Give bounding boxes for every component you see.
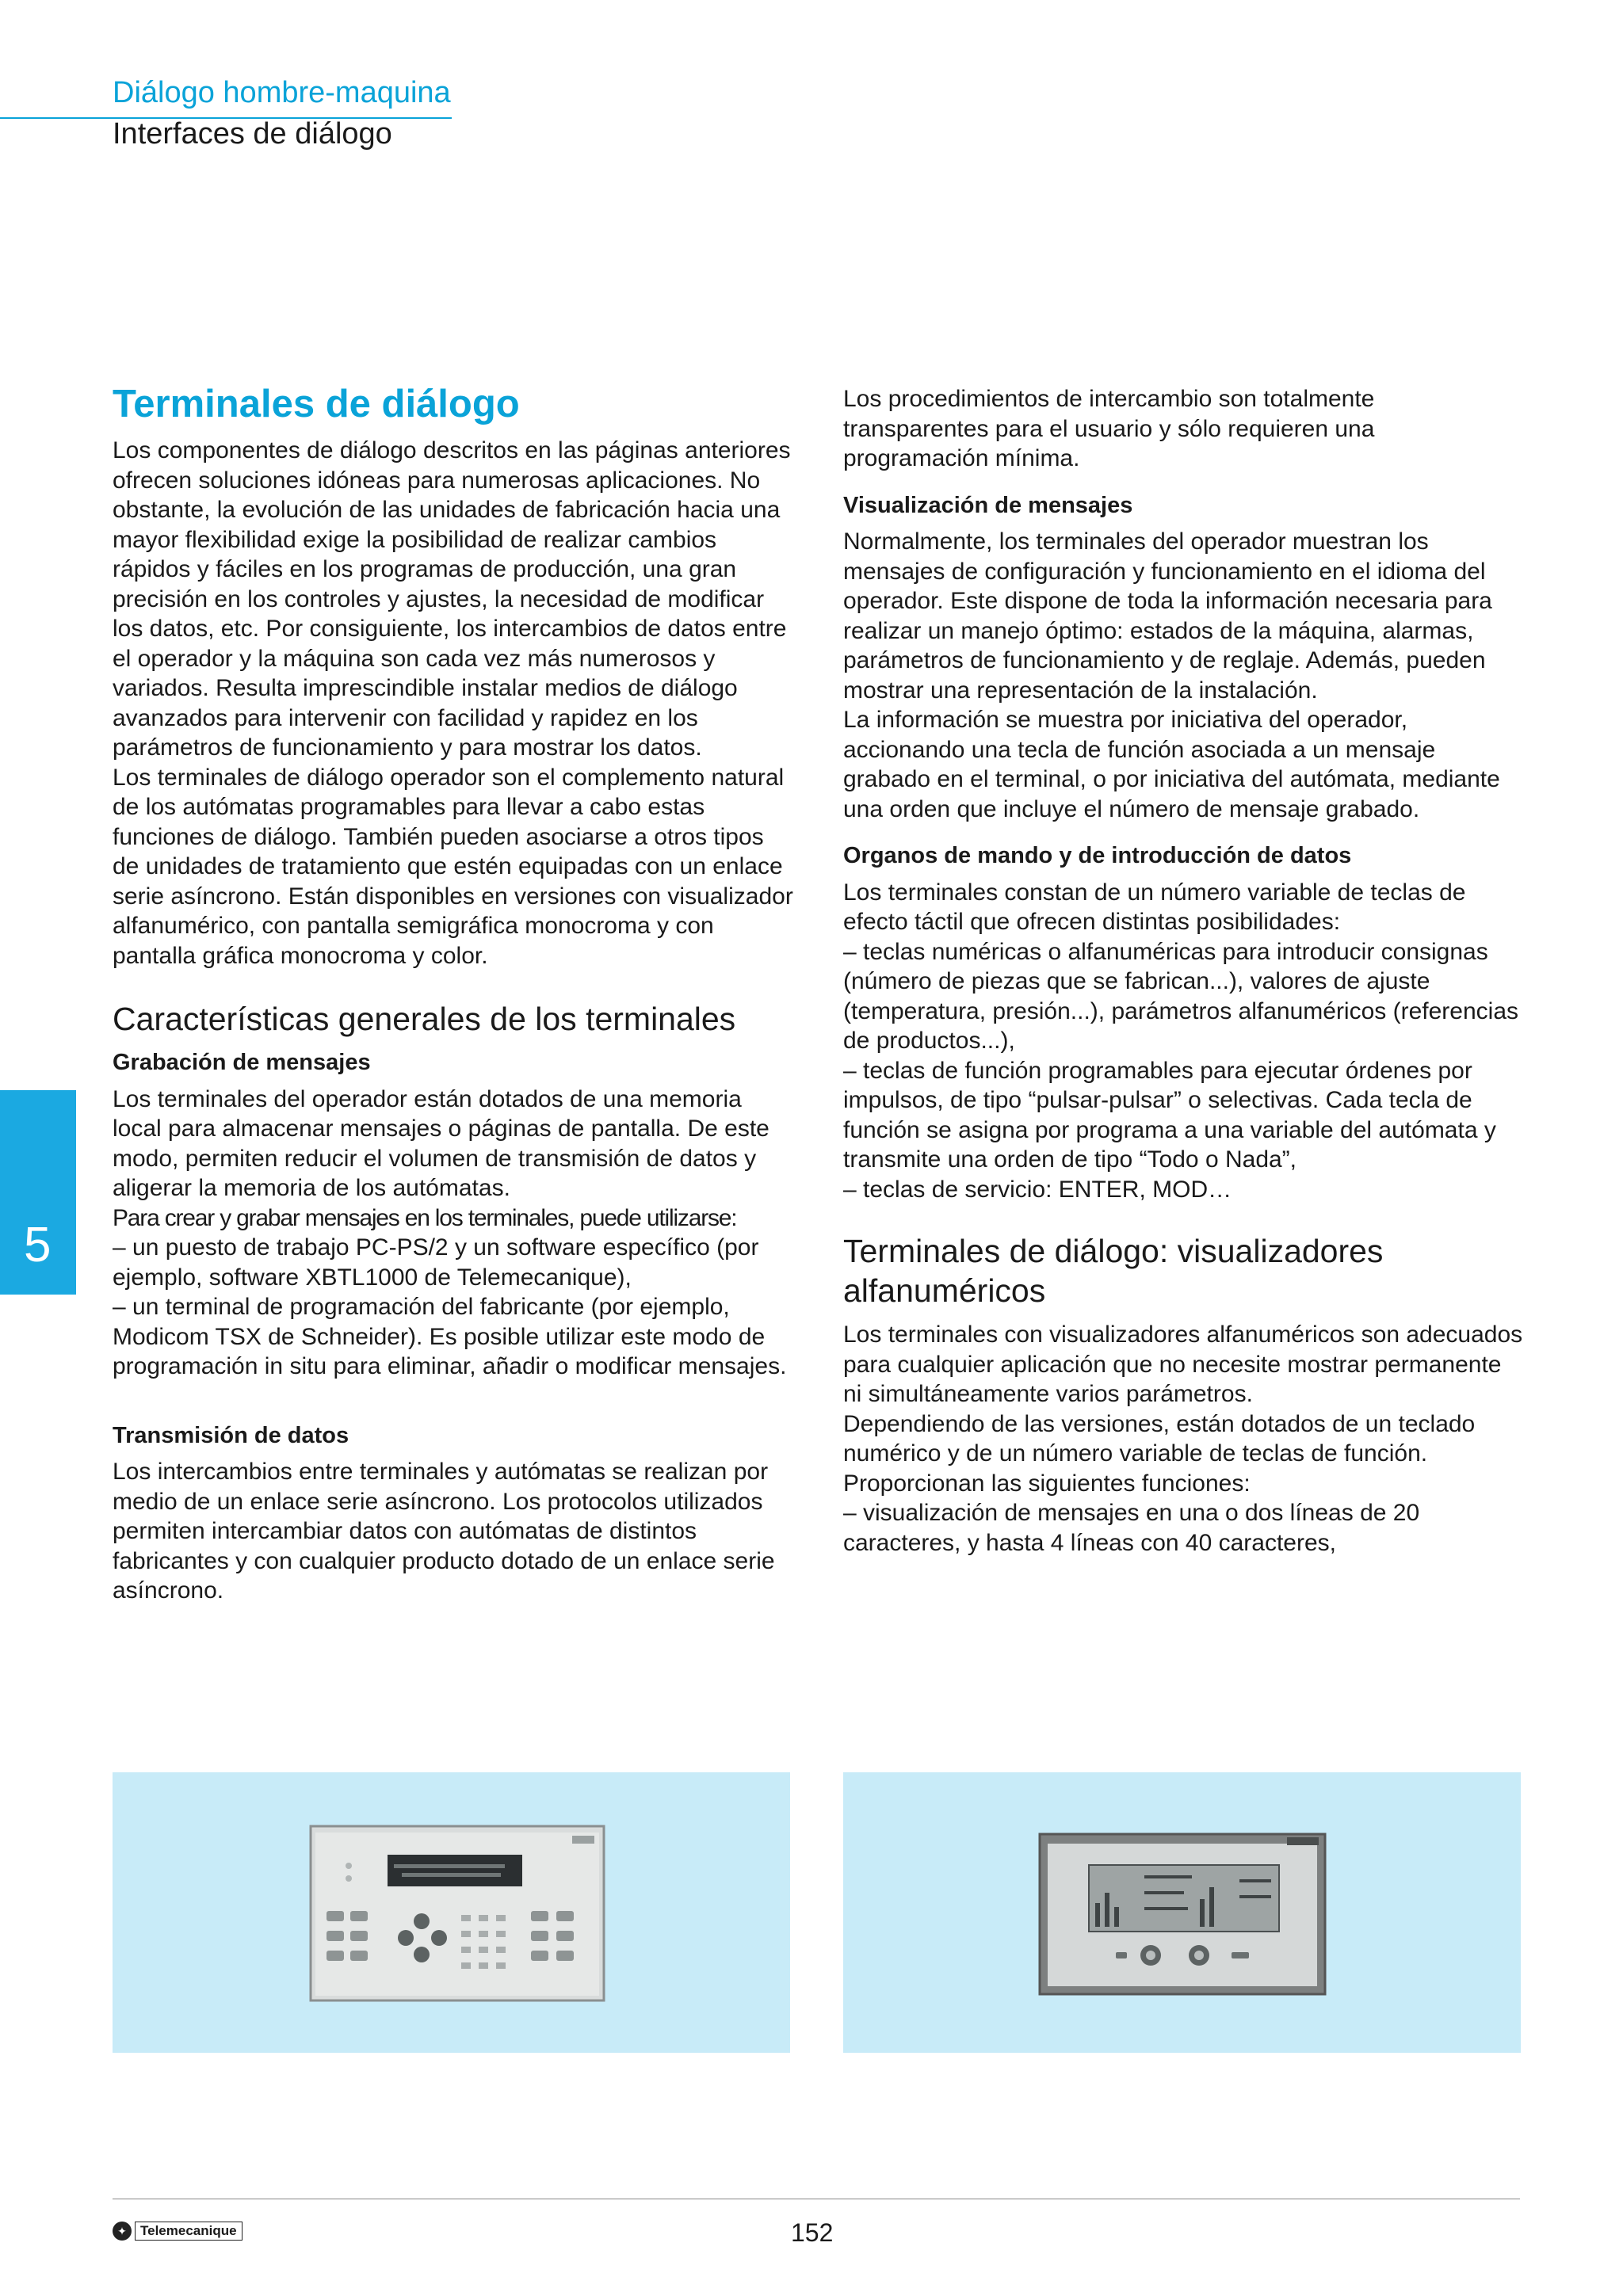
right-column	[843, 384, 1525, 1558]
recording-paragraph-1: Los terminales del operador están dotados de una memoria local para almacenar mensajes o páginas de pantalla. De este modo, permiten reducir el volumen de transmisión de datos y aligerar la memoria de los autómatas.	[113, 1085, 769, 1201]
features-heading: Características generales de los terminales	[113, 1001, 736, 1037]
main-heading: Terminales de diálogo	[113, 383, 520, 425]
alnum-paragraph-3: Proporcionan las siguientes funciones:	[843, 1470, 1251, 1497]
section-title: Diálogo hombre-maquina	[113, 76, 451, 109]
brand-logo	[113, 2220, 242, 2242]
display-paragraph-2: La información se muestra por iniciativa del operador, accionando una tecla de función asociada a un mensaje grabado en el terminal, o por iniciativa del autómata, mediante una orden que incluye el número de mensaje grabado.	[843, 707, 1500, 822]
display-terminal-image	[843, 1772, 1521, 2053]
keypad-terminal-image	[113, 1772, 790, 2053]
alnum-paragraph-1: Los terminales con visualizadores alfanuméricos son adecuados para cualquier aplicación que no necesite mostrar permanente ni simultáneamente varios parámetros.	[843, 1322, 1523, 1407]
transmission-paragraph: Los intercambios entre terminales y autómatas se realizan por medio de un enlace serie asíncrono. Los protocolos utilizados permiten intercambiar datos con autómatas de distintos fabricantes y con cualquier producto dotado de un enlace serie asíncrono.	[113, 1459, 775, 1604]
display-terminal-photo	[843, 1772, 1521, 2053]
controls-heading: Organos de mando y de introducción de datos	[843, 843, 1352, 868]
chapter-number: 5	[24, 1218, 52, 1272]
controls-paragraph-1: Los terminales constan de un número variable de teclas de efecto táctil que ofrecen distintas posibilidades:	[843, 879, 1466, 935]
logo-text: Telemecanique	[135, 2222, 242, 2241]
display-paragraph-1: Normalmente, los terminales del operador muestran los mensajes de configuración y funcionamiento en el idioma del operador. Este dispone de toda la información necesaria para realizar un manejo óptimo: estados de la máquina, alarmas, parámetros de funcionamiento y de reglaje. Además, pueden mostrar una representación de la instalación.	[843, 528, 1492, 704]
recording-paragraph-2: Para crear y grabar mensajes en los terminales, puede utilizarse:	[113, 1204, 737, 1231]
recording-item-2: – un terminal de programación del fabricante (por ejemplo, Modicom TSX de Schneider). Es posible utilizar este modo de programación in situ para eliminar, añadir o modificar mensajes.	[113, 1294, 787, 1379]
keypad-terminal-photo	[113, 1772, 790, 2053]
recording-heading: Grabación de mensajes	[113, 1050, 371, 1075]
subsection-title: Interfaces de diálogo	[113, 117, 392, 151]
controls-item-3: – teclas de servicio: ENTER, MOD…	[843, 1176, 1232, 1203]
transmission-heading: Transmisión de datos	[113, 1422, 349, 1448]
controls-item-2: – teclas de función programables para ejecutar órdenes por impulsos, de tipo “pulsar-pulsar” o selectivas. Cada tecla de función se asigna por programa a una variable del autómata y transmite una orden de tipo “Todo o Nada”,	[843, 1057, 1496, 1173]
alnum-paragraph-2: Dependiendo de las versiones, están dotados de un teclado numérico y de un número variable de teclas de función.	[843, 1410, 1476, 1466]
page-number: 152	[791, 2218, 834, 2247]
telemecanique-logo-icon: ✦	[113, 2222, 132, 2241]
chapter-tab	[0, 1090, 76, 1295]
display-heading: Visualización de mensajes	[843, 492, 1133, 518]
left-column	[113, 380, 794, 1606]
intro-paragraph-2: Los terminales de diálogo operador son el complemento natural de los autómatas programables para llevar a cabo estas funciones de diálogo. También pueden asociarse a otros tipos de unidades de tratamiento que estén equipadas con un enlace serie asíncrono. Están disponibles en versiones con visualizador alfanumérico, con pantalla semigráfica monocroma y con pantalla gráfica monocroma y color.	[113, 764, 793, 969]
alnum-item-1: – visualización de mensajes en una o dos líneas de 20 caracteres, y hasta 4 líneas con 40 caracteres,	[843, 1500, 1420, 1556]
transparent-paragraph: Los procedimientos de intercambio son totalmente transparentes para el usuario y sólo requieren una programación mínima.	[843, 386, 1375, 471]
alnum-heading: Terminales de diálogo: visualizadores alfanuméricos	[843, 1233, 1384, 1309]
intro-paragraph-1: Los componentes de diálogo descritos en las páginas anteriores ofrecen soluciones idóneas para numerosas aplicaciones. No obstante, la evolución de las unidades de fabricación hacia una mayor flexibilidad exige la posibilidad de realizar cambios rápidos y fáciles en los programas de producción, una gran precisión en los controles y ajustes, la necesidad de modificar los datos, etc. Por consiguiente, los intercambios de datos entre el operador y la máquina son cada vez más numerosos y variados. Resulta imprescindible instalar medios de diálogo avanzados para intervenir con facilidad y rapidez en los parámetros de funcionamiento y para mostrar los datos.	[113, 437, 791, 761]
controls-item-1: – teclas numéricas o alfanuméricas para introducir consignas (número de piezas que se fabrican...), valores de ajuste (temperatura, presión...), parámetros alfanuméricos (referencias de productos...),	[843, 938, 1519, 1054]
recording-item-1: – un puesto de trabajo PC-PS/2 y un software específico (por ejemplo, software XBTL1000 de Telemecanique),	[113, 1234, 759, 1291]
